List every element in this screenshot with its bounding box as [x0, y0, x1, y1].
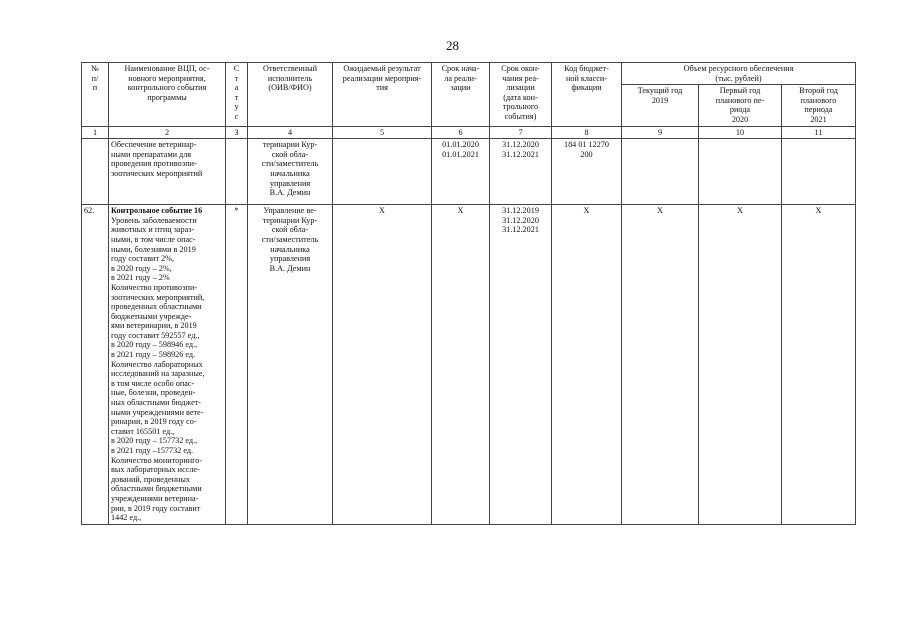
text-line: сти/заместитель	[261, 159, 319, 169]
responsible-executor	[248, 139, 333, 205]
text-line: 31.12.2021	[502, 149, 539, 159]
text-line: 31.12.2021	[502, 225, 539, 235]
header-responsible	[248, 63, 333, 127]
text-line: управления	[269, 178, 311, 188]
text-line: 184 01 12270	[563, 140, 610, 150]
text-line: в 2021 году – 2%	[111, 273, 170, 283]
text-line: (ОИВ/ФИО)	[268, 83, 312, 93]
text-line: в 2021 году –157732 ед.	[111, 446, 194, 455]
text-line: лизации	[506, 83, 535, 93]
text-line: (тыс. рублей)	[715, 73, 762, 83]
text-line: теринарии Кур-	[262, 140, 318, 150]
program-table	[81, 62, 856, 525]
col-num: 4	[248, 126, 333, 139]
text-line: п	[92, 83, 98, 93]
text-line: 31.12.2020	[502, 215, 539, 225]
row-number	[82, 139, 109, 205]
text-line: ными, в том числе опас-	[111, 234, 196, 244]
header-row-1	[82, 63, 856, 85]
amount-2020: Х	[699, 205, 782, 525]
text-line: ными препаратами для	[111, 149, 192, 159]
amount-2021: Х	[782, 205, 856, 525]
col-num: 6	[432, 126, 490, 139]
text-line: 200	[580, 149, 593, 159]
text-line: ными учреждениями вете-	[111, 407, 204, 417]
text-line: Количество мониторинго-	[111, 455, 203, 465]
header-name	[109, 63, 226, 127]
text-line: реализации мероприя-	[342, 73, 422, 83]
amount-2019	[622, 139, 699, 205]
text-line: областными бюджетными	[111, 484, 202, 494]
text-line: т	[234, 73, 239, 83]
expected-result	[333, 139, 432, 205]
header-number	[82, 63, 109, 127]
responsible-executor	[248, 205, 333, 525]
amount-2020	[699, 139, 782, 205]
header-resource-volume	[622, 63, 856, 85]
col-num: 9	[622, 126, 699, 139]
text-line: события)	[504, 111, 537, 121]
activity-name	[109, 139, 226, 205]
status	[226, 139, 248, 205]
text-line: ные, болезни, проведен-	[111, 388, 196, 398]
text-line: 1442 ед.,	[111, 513, 142, 523]
text-line: в 2020 году – 2%,	[111, 263, 172, 273]
text-line: Второй год	[799, 86, 838, 96]
text-line: планового пе-	[715, 95, 765, 105]
text-line: в 2020 году – 157732 ед.,	[111, 436, 198, 446]
text-line: году составит 2%,	[111, 254, 175, 264]
text-line: №	[91, 64, 99, 73]
table-row-continued	[82, 139, 856, 205]
text-line: контрольного события	[127, 83, 207, 93]
text-line: Ожидаемый результат	[343, 64, 421, 73]
text-line: в 2020 году – 598946 ед.,	[111, 340, 198, 350]
text-line: исследований на заразные,	[111, 369, 205, 379]
text-line: а	[234, 83, 239, 93]
header-expected-result	[333, 63, 432, 127]
header-budget-code	[552, 63, 622, 127]
text-line: начальника	[270, 244, 310, 254]
column-number-row	[82, 126, 856, 139]
header-second-plan-year	[782, 85, 856, 126]
amount-2021	[782, 139, 856, 205]
text-line: зоотических мероприятий	[111, 168, 203, 178]
text-line: Ответственный	[263, 64, 317, 73]
text-line: фикации	[571, 83, 602, 93]
text-line: Управление ве-	[263, 206, 317, 216]
header-end-date	[490, 63, 552, 127]
control-event-title: Контрольное событие 16	[111, 206, 203, 216]
text-line: с	[234, 111, 239, 121]
text-line: ными, болезнями в 2019	[111, 244, 196, 254]
text-line: риода	[729, 105, 751, 115]
text-line: Наименование ВЦП, ос-	[124, 64, 210, 73]
text-line: вых лабораторных иссле-	[111, 465, 200, 475]
text-line: ской обла-	[271, 149, 309, 159]
header-start-date	[432, 63, 490, 127]
activity-name	[109, 205, 226, 525]
page-number: 28	[446, 38, 459, 53]
text-line: тия	[376, 83, 388, 93]
text-line: Количество лабораторных	[111, 359, 203, 369]
text-line: ных областными бюджет-	[111, 398, 202, 408]
text-line: Обеспечение ветеринар-	[111, 140, 197, 150]
text-line: ставит 165501 ед.,	[111, 426, 175, 436]
text-line: рии, в 2019 году составит	[111, 503, 201, 513]
end-date	[490, 139, 552, 205]
text-line: в том числе особо опас-	[111, 378, 195, 388]
text-line: ной класси-	[566, 73, 607, 83]
text-line: т	[234, 92, 239, 102]
text-line: проведения противоэпи-	[111, 159, 197, 169]
start-date	[432, 139, 490, 205]
text-line: В.А. Демин	[269, 188, 311, 198]
text-line: Срок окон-	[501, 64, 540, 73]
text-line: 2019	[651, 95, 669, 105]
text-line: Текущий год	[637, 86, 683, 96]
status: *	[226, 205, 248, 525]
end-date	[490, 205, 552, 525]
start-date: Х	[432, 205, 490, 525]
expected-result: Х	[333, 205, 432, 525]
text-line: начальника	[270, 168, 310, 178]
control-event-description	[111, 216, 223, 523]
text-line: 2021	[810, 114, 827, 124]
text-line: дований, проведенных	[111, 474, 190, 484]
text-line: С	[233, 64, 240, 73]
text-line: зации	[450, 83, 471, 93]
text-line: ской обла-	[271, 225, 309, 235]
text-line: учреждениями ветерина-	[111, 493, 199, 503]
text-line: зоотических мероприятий,	[111, 292, 205, 302]
text-line: Количество противоэпи-	[111, 282, 198, 292]
amount-2019: Х	[622, 205, 699, 525]
text-line: 31.12.2019	[502, 206, 539, 216]
text-line: трольного	[502, 102, 539, 112]
text-line: в 2021 году – 598926 ед.	[111, 350, 196, 360]
text-line: В.А. Демин	[269, 263, 311, 273]
text-line: сти/заместитель	[261, 234, 319, 244]
text-line: бюджетными учрежде-	[111, 311, 192, 321]
text-line: 31.12.2020	[502, 140, 539, 150]
col-num: 10	[699, 126, 782, 139]
text-line: ринарии, в 2019 году со-	[111, 417, 197, 427]
col-num: 3	[226, 126, 248, 139]
col-num: 7	[490, 126, 552, 139]
text-line: новного мероприятия,	[128, 73, 206, 83]
header-status	[226, 63, 248, 127]
text-line: ла реали-	[444, 73, 477, 83]
text-line: году составит 592557 ед.,	[111, 330, 200, 340]
text-line: Код бюджет-	[564, 64, 609, 73]
text-line: 01.01.2020	[442, 140, 479, 150]
text-line: периода	[804, 105, 833, 115]
text-line: (дата кон-	[503, 92, 538, 102]
col-num: 2	[109, 126, 226, 139]
header-first-plan-year	[699, 85, 782, 126]
text-line: теринарии Кур-	[262, 215, 318, 225]
text-line: у	[234, 102, 239, 112]
col-num: 11	[782, 126, 856, 139]
col-num: 5	[333, 126, 432, 139]
text-line: чания реа-	[502, 73, 539, 83]
budget-code: Х	[552, 205, 622, 525]
budget-code	[552, 139, 622, 205]
text-line: проведенных областными	[111, 302, 202, 312]
row-number: 62.	[82, 205, 109, 525]
text-line: Срок нача-	[441, 64, 480, 73]
text-line: управления	[269, 254, 311, 264]
col-num: 8	[552, 126, 622, 139]
text-line: ями ветеринарии, в 2019	[111, 321, 197, 331]
col-num: 1	[82, 126, 109, 139]
text-line: планового	[800, 95, 837, 105]
text-line: исполнитель	[267, 73, 313, 83]
text-line: п/	[91, 73, 99, 83]
header-current-year	[622, 85, 699, 126]
table-row-62	[82, 205, 856, 525]
text-line: Уровень заболеваемости	[111, 215, 197, 225]
text-line: Объем ресурсного обеспечения	[683, 64, 794, 73]
text-line: программы	[147, 92, 187, 102]
text-line: животных и птиц зараз-	[111, 225, 195, 235]
text-line: 01.01.2021	[442, 149, 479, 159]
text-line: 2020	[731, 114, 749, 124]
text-line: Первый год	[719, 86, 761, 96]
